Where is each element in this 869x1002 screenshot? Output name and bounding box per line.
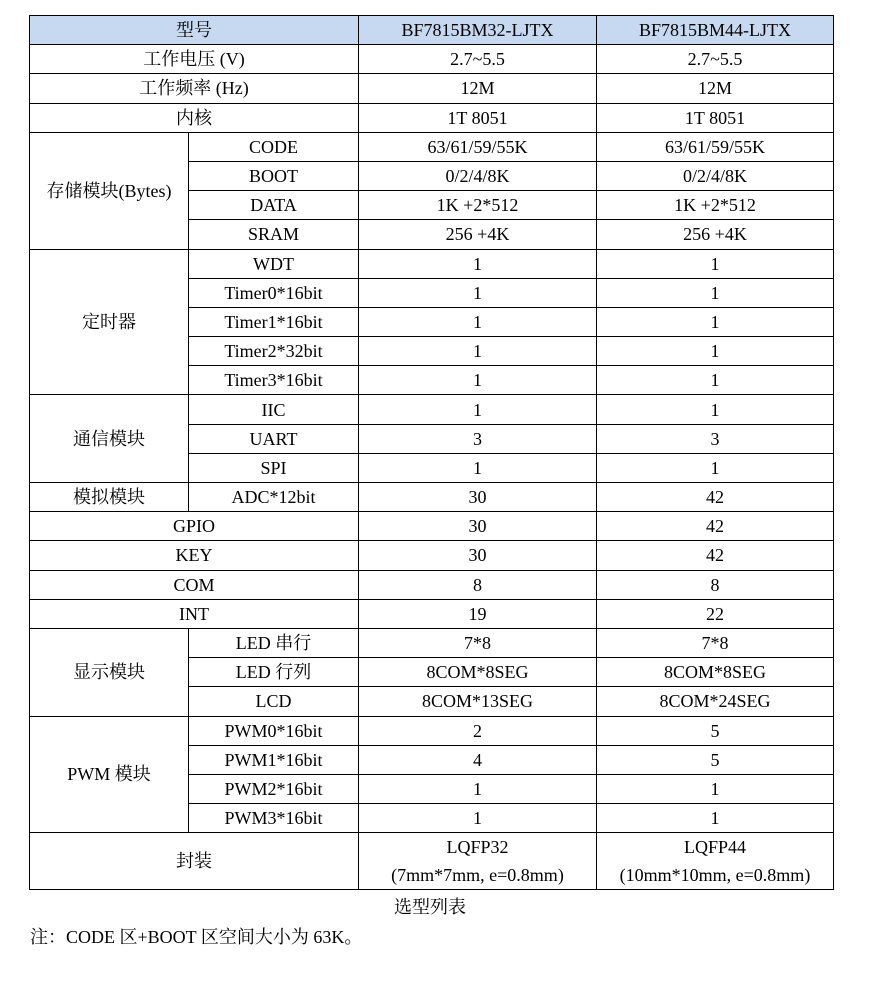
cell-model2: 3 xyxy=(597,424,834,453)
row-label: LCD xyxy=(189,687,359,716)
group-label-analog: 模拟模块 xyxy=(30,483,189,512)
cell-model2: 42 xyxy=(597,541,834,570)
row-label: COM xyxy=(30,570,359,599)
cell-model1: 0/2/4/8K xyxy=(359,161,597,190)
cell-model2: 5 xyxy=(597,716,834,745)
table-caption: 选型列表 xyxy=(394,897,466,917)
selection-table xyxy=(29,15,834,890)
cell-model2: 1K +2*512 xyxy=(597,191,834,220)
cell-model2: 1 xyxy=(597,453,834,482)
cell-model1: 1 xyxy=(359,307,597,336)
cell-model1: 12M xyxy=(359,74,597,103)
cell-model1: 1 xyxy=(359,278,597,307)
cell-model2: 1 xyxy=(597,249,834,278)
row-label: IIC xyxy=(189,395,359,424)
row-label: 工作频率 (Hz) xyxy=(30,74,359,103)
cell-model2: 7*8 xyxy=(597,628,834,657)
cell-model1: 30 xyxy=(359,541,597,570)
package-label: 封装 xyxy=(30,833,359,890)
header-row xyxy=(30,16,834,45)
cell-model1: 8COM*13SEG xyxy=(359,687,597,716)
cell-model2: 8 xyxy=(597,570,834,599)
cell-model1: 2.7~5.5 xyxy=(359,45,597,74)
cell-model2: 8COM*8SEG xyxy=(597,658,834,687)
row-label: CODE xyxy=(189,132,359,161)
cell-model1: 1 xyxy=(359,395,597,424)
row-label: LED 行列 xyxy=(189,658,359,687)
header-model1: BF7815BM32-LJTX xyxy=(359,16,597,45)
group-label-display: 显示模块 xyxy=(30,628,189,716)
cell-model2: 42 xyxy=(597,483,834,512)
cell-model2: 2.7~5.5 xyxy=(597,45,834,74)
row-label: 工作电压 (V) xyxy=(30,45,359,74)
table-row xyxy=(30,483,834,512)
package-model2 xyxy=(597,833,834,890)
cell-model2: 1 xyxy=(597,278,834,307)
cell-model1: 256 +4K xyxy=(359,220,597,249)
table-row xyxy=(30,628,834,657)
cell-model1: 8 xyxy=(359,570,597,599)
row-label: PWM3*16bit xyxy=(189,804,359,833)
cell-model2: 1 xyxy=(597,774,834,803)
cell-model2: 1 xyxy=(597,307,834,336)
selection-table-body xyxy=(30,16,834,890)
row-label: Timer3*16bit xyxy=(189,366,359,395)
table-row xyxy=(30,74,834,103)
cell-model2: 1 xyxy=(597,337,834,366)
table-row xyxy=(30,541,834,570)
table-row xyxy=(30,45,834,74)
row-label: ADC*12bit xyxy=(189,483,359,512)
row-label: WDT xyxy=(189,249,359,278)
cell-model2: 256 +4K xyxy=(597,220,834,249)
row-label: KEY xyxy=(30,541,359,570)
cell-model2: 1T 8051 xyxy=(597,103,834,132)
cell-model1: 19 xyxy=(359,599,597,628)
cell-model2: 63/61/59/55K xyxy=(597,132,834,161)
group-label-timer: 定时器 xyxy=(30,249,189,395)
cell-model1: 1 xyxy=(359,453,597,482)
cell-model2: 1 xyxy=(597,366,834,395)
row-label: UART xyxy=(189,424,359,453)
cell-model2: 0/2/4/8K xyxy=(597,161,834,190)
header-model2: BF7815BM44-LJTX xyxy=(597,16,834,45)
cell-model2: 5 xyxy=(597,745,834,774)
row-label: BOOT xyxy=(189,161,359,190)
row-label: Timer1*16bit xyxy=(189,307,359,336)
package-model1 xyxy=(359,833,597,890)
cell-model1: 30 xyxy=(359,483,597,512)
row-label: GPIO xyxy=(30,512,359,541)
cell-model1: 2 xyxy=(359,716,597,745)
footnote: 注：CODE 区+BOOT 区空间大小为 63K。 xyxy=(30,927,363,947)
cell-model1: 1 xyxy=(359,774,597,803)
row-label: SRAM xyxy=(189,220,359,249)
cell-model2: 1 xyxy=(597,395,834,424)
cell-model1: 1T 8051 xyxy=(359,103,597,132)
group-label-comm: 通信模块 xyxy=(30,395,189,483)
table-row xyxy=(30,570,834,599)
package-model1-name: LQFP32 xyxy=(446,837,509,858)
row-label: Timer2*32bit xyxy=(189,337,359,366)
cell-model1: 1 xyxy=(359,804,597,833)
group-label-storage: 存储模块(Bytes) xyxy=(30,132,189,249)
cell-model1: 1 xyxy=(359,249,597,278)
header-label: 型号 xyxy=(30,16,359,45)
package-row xyxy=(30,833,834,890)
cell-model1: 7*8 xyxy=(359,628,597,657)
table-row xyxy=(30,716,834,745)
table-row xyxy=(30,132,834,161)
cell-model1: 30 xyxy=(359,512,597,541)
row-label: LED 串行 xyxy=(189,628,359,657)
cell-model1: 1K +2*512 xyxy=(359,191,597,220)
row-label: PWM2*16bit xyxy=(189,774,359,803)
row-label: Timer0*16bit xyxy=(189,278,359,307)
cell-model2: 12M xyxy=(597,74,834,103)
row-label: 内核 xyxy=(30,103,359,132)
table-row xyxy=(30,249,834,278)
table-row xyxy=(30,599,834,628)
row-label: INT xyxy=(30,599,359,628)
cell-model1: 1 xyxy=(359,366,597,395)
cell-model2: 22 xyxy=(597,599,834,628)
cell-model1: 1 xyxy=(359,337,597,366)
row-label: SPI xyxy=(189,453,359,482)
package-model1-dims: (7mm*7mm, e=0.8mm) xyxy=(391,865,564,886)
cell-model2: 8COM*24SEG xyxy=(597,687,834,716)
table-row xyxy=(30,512,834,541)
row-label: PWM0*16bit xyxy=(189,716,359,745)
package-model2-name: LQFP44 xyxy=(683,837,746,858)
row-label: PWM1*16bit xyxy=(189,745,359,774)
group-label-pwm: PWM 模块 xyxy=(30,716,189,833)
cell-model2: 1 xyxy=(597,804,834,833)
row-label: DATA xyxy=(189,191,359,220)
cell-model2: 42 xyxy=(597,512,834,541)
table-row xyxy=(30,395,834,424)
cell-model1: 63/61/59/55K xyxy=(359,132,597,161)
package-model2-dims: (10mm*10mm, e=0.8mm) xyxy=(619,865,811,886)
table-row xyxy=(30,103,834,132)
cell-model1: 3 xyxy=(359,424,597,453)
cell-model1: 4 xyxy=(359,745,597,774)
cell-model1: 8COM*8SEG xyxy=(359,658,597,687)
